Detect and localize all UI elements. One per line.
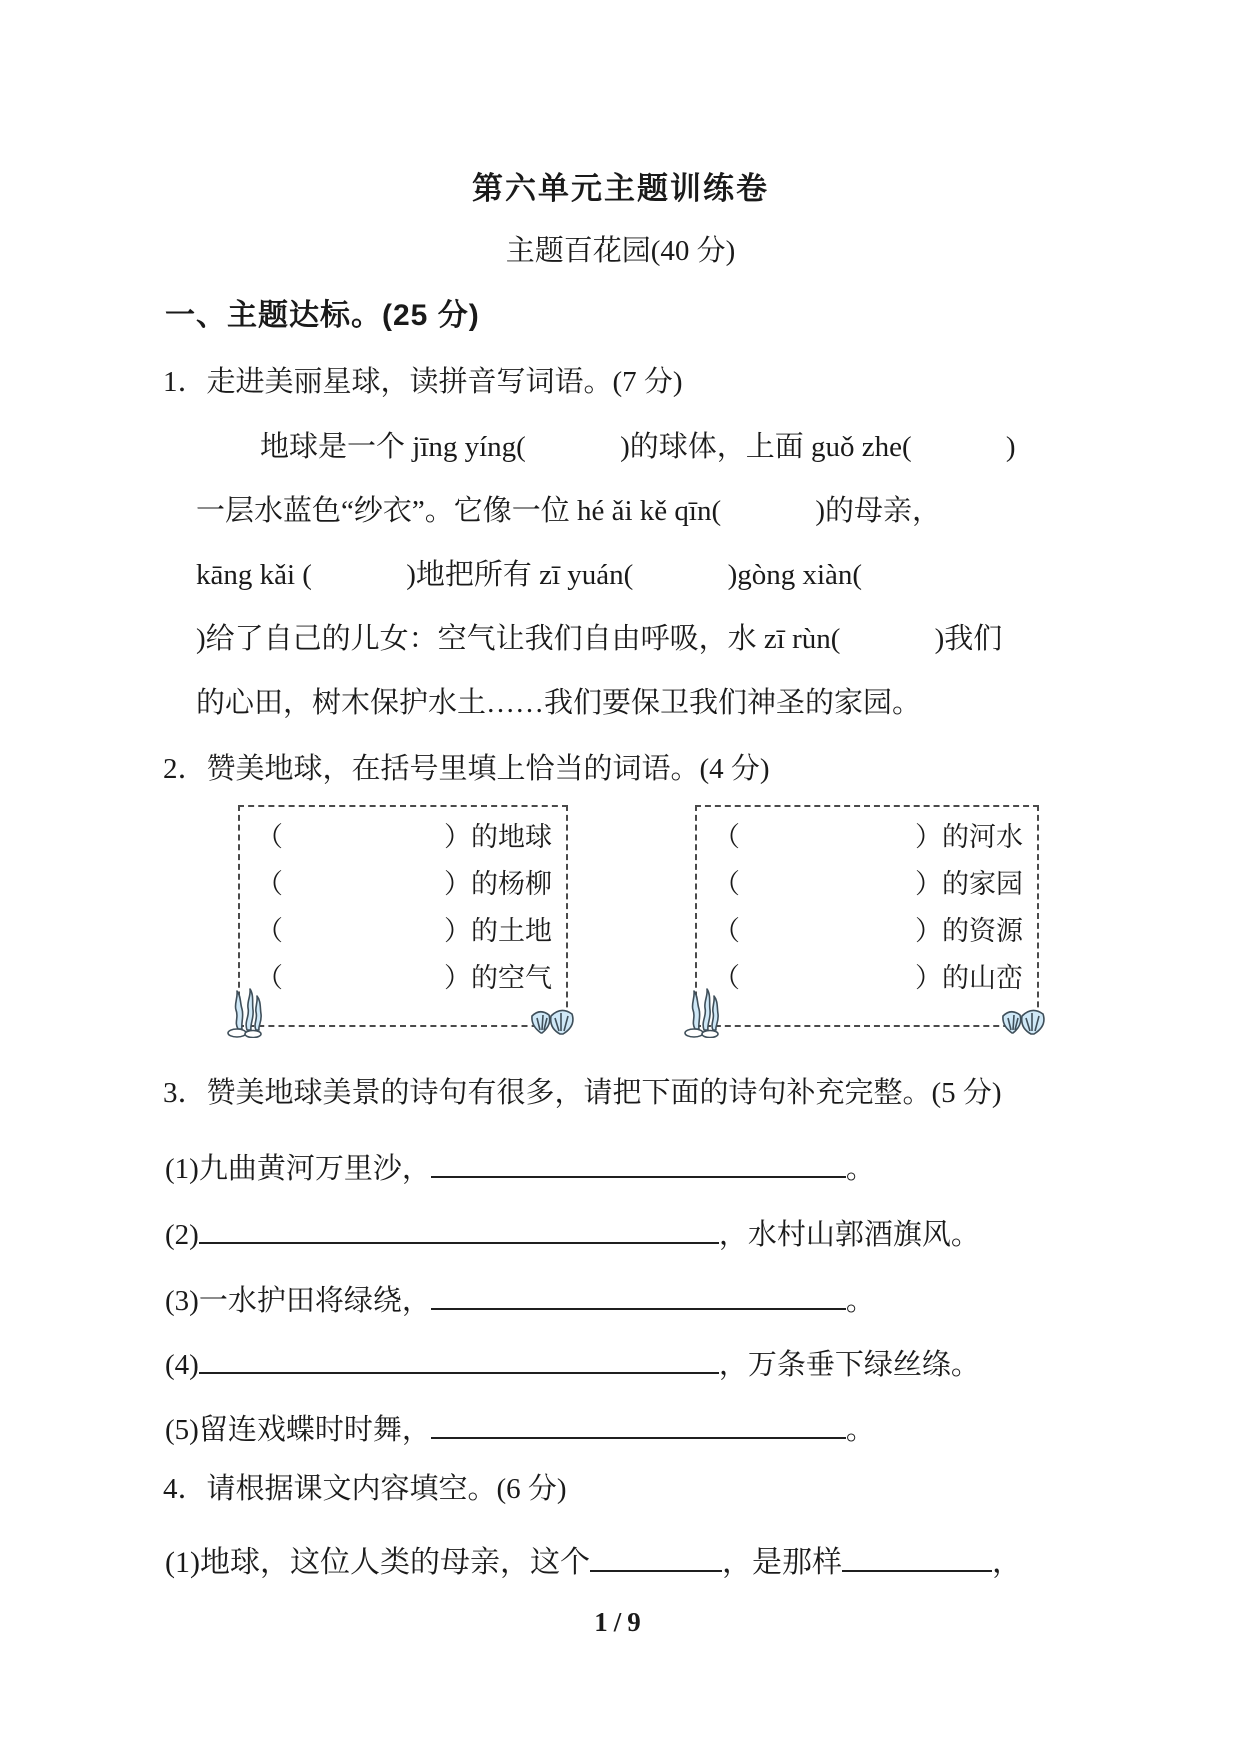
- poem-line: [165, 1342, 1105, 1383]
- page-number: 1/9: [594, 1607, 647, 1637]
- poem-line: [165, 1212, 1105, 1253]
- answer-blank: [842, 1540, 992, 1572]
- poem-line-pre: (1)九曲黄河万里沙，: [165, 1153, 431, 1185]
- seaweed-icon: [227, 982, 271, 1038]
- answer-blank: [199, 1212, 719, 1244]
- pinyin-paragraph: [196, 415, 1016, 735]
- paragraph-line: kāng kǎi ( )地把所有 zī yuán( )gòng xiàn(: [196, 559, 863, 591]
- question-3-heading: 3．赞美地球美景的诗句有很多，请把下面的诗句补充完整。(5 分): [163, 1077, 1002, 1109]
- poem-line-post: 。: [845, 1285, 875, 1317]
- poem-line-post: 。: [845, 1414, 875, 1446]
- poem-line: [165, 1278, 1105, 1319]
- word-box-row: [256, 952, 552, 999]
- poem-line-pre: (4): [165, 1349, 199, 1381]
- word-box-label: ）的家园: [915, 869, 1023, 899]
- word-box-row: [256, 905, 552, 952]
- word-box-label: ）的河水: [915, 822, 1023, 852]
- word-box-label: ）的空气: [444, 963, 552, 993]
- page-title: 第六单元主题训练卷: [472, 171, 769, 206]
- poem-line-pre: (3)一水护田将绿绕，: [165, 1285, 431, 1317]
- word-box-row: [256, 811, 552, 858]
- open-paren: （: [256, 963, 283, 993]
- word-box-label: ）的土地: [444, 916, 552, 946]
- question-1-heading: 1．走进美丽星球，读拼音写词语。(7 分): [163, 366, 683, 398]
- fill-in-line: [165, 1537, 1105, 1581]
- word-box-label: ）的资源: [915, 916, 1023, 946]
- poem-line-post: ，水村山郭酒旗风。: [718, 1219, 980, 1251]
- answer-blank: [431, 1278, 846, 1310]
- fill-line-post: ，: [991, 1546, 1022, 1579]
- answer-blank: [431, 1407, 846, 1439]
- word-box-row: [713, 858, 1023, 905]
- word-box-row: [713, 952, 1023, 999]
- word-box-right: [695, 805, 1039, 1027]
- word-box-row: [713, 905, 1023, 952]
- open-paren: （: [713, 963, 740, 993]
- word-box-label: ）的地球: [444, 822, 552, 852]
- word-box-label: ）的杨柳: [444, 869, 552, 899]
- fill-line-pre: (1)地球，这位人类的母亲，这个: [165, 1546, 590, 1579]
- poem-line: [165, 1407, 1105, 1448]
- page-subtitle: 主题百花园(40 分): [505, 235, 736, 267]
- poem-line-pre: (2): [165, 1219, 199, 1251]
- word-box-row: [713, 811, 1023, 858]
- seaweed-icon: [684, 982, 728, 1038]
- paragraph-line: 地球是一个 jīng yíng( )的球体，上面 guǒ zhe( ): [260, 431, 1016, 463]
- paragraph-line: )给了自己的儿女：空气让我们自由呼吸，水 zī rùn( )我们: [196, 623, 1003, 655]
- fill-line-mid: ，是那样: [721, 1546, 842, 1579]
- seashell-icon: [527, 1002, 579, 1036]
- paragraph-line: 的心田，树木保护水土……我们要保卫我们神圣的家园。: [196, 687, 922, 719]
- poem-line-post: ，万条垂下绿丝绦。: [718, 1349, 980, 1381]
- word-box-left: [238, 805, 568, 1027]
- answer-blank: [590, 1540, 722, 1572]
- open-paren: （: [256, 822, 283, 852]
- open-paren: （: [256, 869, 283, 899]
- word-box-row: [256, 858, 552, 905]
- poem-line: [165, 1146, 1105, 1187]
- answer-blank: [199, 1342, 719, 1374]
- question-4-heading: 4．请根据课文内容填空。(6 分): [163, 1473, 567, 1505]
- open-paren: （: [713, 822, 740, 852]
- poem-line-pre: (5)留连戏蝶时时舞，: [165, 1414, 431, 1446]
- word-box-label: ）的山峦: [915, 963, 1023, 993]
- answer-blank: [431, 1146, 846, 1178]
- poem-line-post: 。: [845, 1153, 875, 1185]
- open-paren: （: [713, 869, 740, 899]
- question-2-heading: 2．赞美地球，在括号里填上恰当的词语。(4 分): [163, 753, 770, 785]
- seashell-icon: [998, 1002, 1050, 1036]
- open-paren: （: [256, 916, 283, 946]
- open-paren: （: [713, 916, 740, 946]
- paragraph-line: 一层水蓝色“纱衣”。它像一位 hé ǎi kě qīn( )的母亲，: [196, 495, 942, 527]
- section-heading: 一、主题达标。(25 分): [165, 299, 480, 332]
